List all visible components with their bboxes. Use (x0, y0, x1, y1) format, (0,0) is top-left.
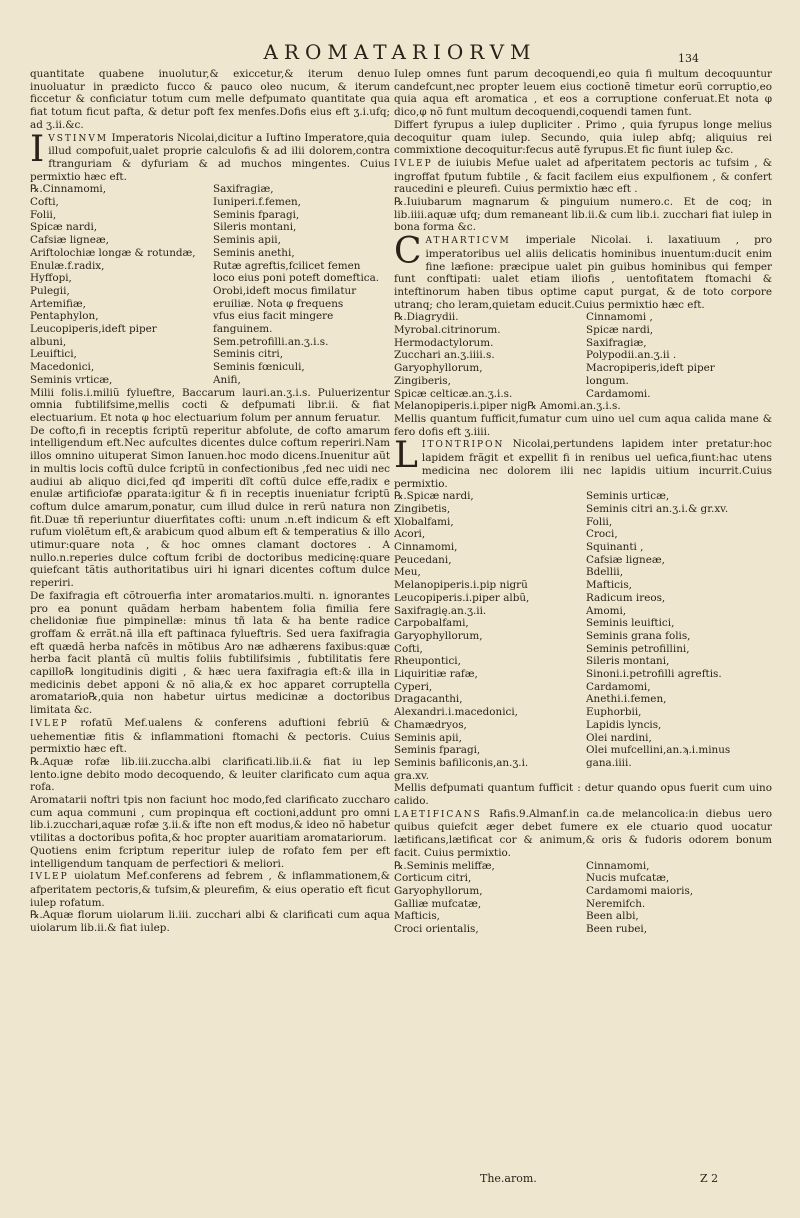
recipe-ingredient: fanguinem. (213, 323, 273, 336)
recipe-ingredient: Pulegii, (30, 284, 70, 297)
paragraph: ℞.Aquæ rofæ lib.iii.zuccha.albi clarificati.lib.ii.& fiat iu lep lento.igne debito modo decoquendo, & leuiter clarificato cum aqua rofa. (30, 755, 390, 794)
paragraph-text: Nicolai,pertundens lapidem inter pretatur:hoc lapidem frãgit et expellit fi in renibus uel uefica,fiunt:hac utens medicina nec dolorem ilii nec lapidis uitium incurrit.Cuius permixtio. (394, 438, 773, 490)
recipe-ingredient: Sem.petrofilli.an.ʒ.i.s. (213, 335, 329, 348)
recipe-ingredient: Saxifragię.an.ʒ.ii. (394, 604, 487, 617)
paragraph-text: de iuiubis Mefue ualet ad afperitatem pectoris ac tufsim , & ingroffat fputum fubtile , & facit facilem eius expulfionem , & confert raucedini e pleurefi. Cuius permixtio hæc eft . (394, 156, 772, 196)
recipe-ingredient: Seminis anethi, (213, 246, 295, 259)
recipe-ingredient: Radicum ireos, (586, 591, 666, 604)
recipe-ingredient: Hermodactylorum. (394, 336, 494, 349)
right-column (394, 68, 772, 936)
recipe-ingredient: Anethi.i.femen, (586, 693, 667, 706)
recipe-ingredient: Mafticis, (394, 910, 440, 923)
recipe-ingredient: Cinnamomi, (586, 859, 650, 872)
initial-letter: L (394, 435, 418, 477)
recipe-ingredient: Sileris montani, (586, 655, 670, 668)
paragraph (30, 870, 390, 909)
recipe-table (30, 183, 390, 386)
recipe-ingredient: loco eius poni poteft domeftica. (213, 272, 380, 285)
recipe-ingredient: Carpobalfami, (394, 617, 469, 630)
recipe-ingredient: Sileris montani, (213, 221, 297, 234)
recipe-ingredient: Xlobalfami, (394, 515, 454, 528)
recipe-ingredient: Alexandri.i.macedonici, (394, 706, 518, 719)
paragraph-text: rofatũ Mef.ualens & conferens aduftioni febriũ & uehementiæ fitis & inflammationi ftomachi & pectoris. Cuius permixtio hæc eft. (30, 716, 390, 756)
paragraph: Mellis quantum fufficit,fumatur cum uino uel cum aqua calida mane & fero dofis eft ʒ.iiii. (394, 412, 772, 438)
recipe-ingredient: Euphorbii, (586, 706, 642, 719)
paragraph (394, 157, 772, 196)
paragraph (394, 808, 772, 860)
recipe-ingredient: Orobi,ideft mocus fimilatur (213, 284, 357, 297)
recipe-ingredient: Meu, (394, 566, 421, 579)
left-column (30, 68, 390, 935)
recipe-ingredient: Been rubei, (586, 923, 648, 936)
recipe-ingredient: Anifi, (213, 373, 241, 386)
recipe-ingredient: Garyophyllorum, (394, 885, 483, 897)
recipe-ingredient: Zucchari an.ʒ.iiii.s. (394, 349, 495, 362)
paragraph (30, 717, 390, 756)
paragraph: Mellis defpumati quantum fufficit : detur quando opus fuerit cum uino calido. (394, 782, 772, 808)
recipe-ingredient: Rutæ agreftis,fcilicet femen (213, 259, 361, 272)
recipe-ingredient: Seminis citri, (213, 348, 284, 361)
recipe-ingredient: Seminis bafiliconis,an.ʒ.i. (394, 756, 529, 769)
small-caps-term: IVLEP (30, 718, 69, 729)
paragraph-text: Rafis.9.Almanf.in ca.de melancolica:in diebus uero quibus quiefcit æger debet fumere ex ele ctuario quod uocatur lætificans,lætificat cor & animum,& oris & fudoris odorem bonum facit. Cuius permixtio. (394, 807, 772, 859)
recipe-ingredient: Saxifragiæ, (213, 183, 274, 196)
recipe-ingredient: vfus eius facit mingere (213, 310, 334, 323)
recipe-ingredient: Spicæ nardi, (586, 324, 654, 337)
recipe-ingredient: Macropiperis,ideft piper (586, 362, 715, 375)
recipe-ingredient: Dragacanthi, (394, 693, 463, 706)
recipe-ingredient: Enulæ.f.radix, (30, 259, 105, 272)
paragraph: ℞.Iuiubarum magnarum & pinguium numero.c. Et de coq; in lib.iiii.aquæ ufq; dum remaneant lib.ii.& cum lib.i. zucchari fiat iulep in bona forma &c. (394, 196, 772, 234)
recipe-ingredient: Chamædryos, (394, 718, 467, 731)
recipe-ingredient: Zingibetis, (394, 502, 451, 515)
recipe-table (394, 860, 772, 936)
recipe-ingredient: Leucopiperis,ideft piper (30, 323, 157, 336)
recipe-table (394, 490, 772, 769)
recipe-ingredient: Hyffopi, (30, 272, 72, 285)
paragraph: gra.xv. (394, 769, 429, 782)
recipe-ingredient: Melanopiperis.i.pip nigrũ (394, 579, 528, 592)
recipe-ingredient: Sinoni.i.petrofilli agreftis. (586, 668, 722, 681)
recipe-ingredient: Rheupontici, (394, 655, 461, 668)
recipe-ingredient: Spicæ nardi, (30, 221, 98, 234)
paragraph: Differt fyrupus a iulep dupliciter . Primo , quia fyrupus longe melius decoquitur quam iulep. Secundo, quia iulep abfq; aliquius rei commixtione decoquitur:fecus autẽ fyrupus.Et fic fiunt iulep &c. (394, 118, 772, 157)
recipe-ingredient: Peucedani, (394, 553, 452, 566)
small-caps-term: LAETIFICANS (394, 809, 482, 820)
recipe-ingredient: longum. (586, 374, 629, 387)
recipe-ingredient: Croci orientalis, (394, 923, 479, 936)
paragraph (394, 231, 772, 311)
paragraph: quantitate quabene inuolutur,& exiccetur,& iterum denuo inuoluatur in prædicto fucco & pauco oleo nucum, & iterum ficcetur & conficiatur totum cum melle defpumato quantitate qua fiat totum ficut pafta, & detur poft fex menfes.Dofis eius eft ʒ.i.ufq; ad ʒ.ii.&c. (30, 68, 390, 131)
paragraph: De cofto,fi in receptis fcriptũ reperitur abfolute, de cofto amarum intelligendum eft.Nec aufcultes dicentes dulce coftum reperiri.Nam illos omnino uituperat Simon Ianuen.hoc modo dicens.Inuenitur aũt in multis locis coftũ dulce fcriptũ in confectionibus ,fed nec uidi nec audiui ab aliquo dici,fed qđ imperiti dĩt coftũ dulce effe,radix e enulæ artificiofæ ρparata:igitur & fi in receptis inueniatur fcriptũ coftum dulce amarum,ponatur, cum illud dulce in rerũ natura non fit.Duæ tñ reperiuntur diuerfitates cofti: unum .n.eft indicum & eft rufum violẽtum eft,& arabicum quod album eft & temperatius & illo utimur:quare nota , & hoc omnes clamant doctores . A nullo.n.reperies dulce coftum fcribi de doctoribus medicinę:quare quiefcant tãtis authoritatibus uiri hi ignari dicentes coftum dulce reperiri. (30, 424, 390, 590)
paragraph-text: Imperatoris Nicolai,dicitur a Iuftino Imperatore,quia illud compofuit,ualet proprie calculofis & ad ilii dolorem,contra ftranguriam & dyfuriam & ad muchos mingentes. Cuius permixtio hæc eft. (30, 131, 390, 183)
recipe-ingredient: Galliæ mufcatæ, (394, 897, 482, 910)
recipe-ingredient: Saxifragiæ, (586, 336, 647, 349)
recipe-ingredient: Cofti, (394, 642, 423, 655)
recipe-ingredient: Folii, (30, 208, 57, 221)
paragraph: Iulep omnes funt parum decoquendi,eo quia fi multum decoquuntur candefcunt,nec propter leuem eius coctionẽ timetur eorũ corruptio,eo quia aqua eft aromatica , et eos a corruptione conferuat.Et nota φ dico,φ nõ funt multum decoquendi,coquendi tamen funt. (394, 68, 772, 119)
recipe-ingredient: Seminis urticæ, (586, 490, 670, 503)
recipe-ingredient: Corticum citri, (394, 872, 472, 885)
small-caps-term: IVLEP (30, 872, 69, 883)
small-caps-term: VSTINVM (48, 133, 109, 144)
recipe-ingredient: Seminis fparagi, (213, 208, 300, 221)
recipe-ingredient: Seminis vrticæ, (30, 373, 113, 386)
recipe-ingredient: Seminis leuiftici, (586, 617, 675, 630)
recipe-ingredient: Olei nardini, (586, 731, 652, 744)
recipe-ingredient: Acori, (394, 528, 426, 541)
signature-mark: Z 2 (700, 1172, 719, 1185)
recipe-ingredient: Squinanti , (586, 541, 644, 554)
recipe-ingredient: Seminis fœniculi, (213, 361, 305, 374)
recipe-ingredient: Cofti, (30, 196, 59, 209)
running-title: AROMATARIORVM (263, 40, 537, 64)
small-caps-term: ATHARTICVM (425, 236, 511, 247)
recipe-ingredient: Garyophyllorum, (394, 629, 483, 642)
recipe-ingredient: Spicæ celticæ.an.ʒ.i.s. (394, 387, 513, 400)
recipe-ingredient: ℞.Spicæ nardi, (394, 490, 474, 503)
paragraph: Milii folis.i.miliũ fylueftre, Baccarum lauri.an.ʒ.i.s. Puluerizentur omnia fubtilifsime,mellis cocti & defpumati libr.ii. & fiat electuarium. Et nota φ hoc electuarium folum per annum feruatur. (30, 386, 390, 424)
recipe-ingredient: Leuiftici, (30, 348, 77, 361)
recipe-ingredient: Cinnamomi , (586, 311, 653, 324)
recipe-ingredient: Nucis mufcatæ, (586, 872, 670, 885)
initial-letter: C (394, 231, 422, 273)
recipe-ingredient: Iuniperi.f.femen, (213, 196, 301, 209)
recipe-ingredient: Seminis citri an.ʒ.i.& gr.xv. (586, 502, 729, 515)
recipe-ingredient: Cardamomi, (586, 680, 651, 693)
recipe-ingredient: Neremifch. (586, 897, 646, 910)
recipe-ingredient: Leucopiperis.i.piper albũ, (394, 591, 530, 604)
recipe-ingredient: Ariftolochiæ longæ & rotundæ, (30, 246, 196, 259)
paragraph: ℞.Aquæ florum uiolarum li.iii. zucchari albi & clarificati cum aqua uiolarum lib.ii.& fiat iulep. (30, 909, 390, 935)
recipe-ingredient: eruiliæ. Nota φ frequens (213, 297, 344, 310)
recipe-ingredient: Cafsiæ ligneæ, (586, 553, 665, 566)
recipe-ingredient: Seminis apii, (394, 731, 462, 744)
recipe-ingredient: Pentaphylon, (30, 310, 99, 323)
recipe-ingredient: Artemifiæ, (30, 297, 86, 310)
recipe-ingredient: Cafsiæ ligneæ, (30, 234, 109, 247)
paragraph: Melanopiperis.i.piper nig℞ Amomi.an.ʒ.i.s. (394, 400, 621, 413)
recipe-ingredient: Cinnamomi, (394, 541, 458, 554)
recipe-ingredient: Lapidis lyncis, (586, 718, 662, 731)
recipe-ingredient: Croci, (586, 528, 618, 541)
recipe-ingredient: Seminis fparagi, (394, 744, 481, 757)
small-caps-term: ITONTRIPON (421, 440, 505, 451)
recipe-table (394, 311, 772, 400)
recipe-ingredient: Macedonici, (30, 361, 95, 374)
recipe-ingredient: Liquiritiæ rafæ, (394, 668, 478, 681)
recipe-ingredient: Folii, (586, 515, 613, 528)
recipe-ingredient: Cardamomi maioris, (586, 885, 694, 897)
paragraph-text: imperiale Nicolai. i. laxatiuum , pro imperatoribus uel aliis delicatis hominibus inuentum:ducit enim fine læfione: præcipue ualet pin guibus hominibus qui femper funt conftipati: ualet etiam iliofis , uentofitatem ftomachi & inteftinorum haben tibus optime caput purgat, & de toto corpore utranq; cho leram,quietam educit.Cuius permixtio hæc eft. (394, 234, 772, 311)
recipe-ingredient: albuni, (30, 335, 67, 348)
paragraph (394, 435, 773, 490)
paragraph: De faxifragia eft cõtrouerfia inter aromatarios.multi. n. ignorantes pro ea ponunt quãdam herbam habentem folia fimilia fere chelidoniæ fiue pimpinellæ: minus tñ lata & ha bente radice groffam & errãt.nã illa eft paftinaca fylueftris. Sed uera faxifragia eft quædã herba nafcẽs in mõtibus Aro næ adhærens faxibus:quæ herba facit plantã cũ multis foliis fubtilifsimis , fubtilitatis fere capillo℞ longitudinis digiti , & hæc uera faxifragia eft:& illa in medicinis debet apponi & nõ alia,& ex hoc apparet corruptella aromatario℞,quia non habetur uirtus medicinæ a doctoribus limitata &c. (30, 589, 390, 717)
recipe-ingredient: Garyophyllorum, (394, 362, 483, 375)
recipe-ingredient: Amomi, (586, 604, 627, 617)
folio-number: 134 (678, 52, 699, 65)
recipe-ingredient: Cyperi, (394, 680, 433, 693)
initial-letter: I (30, 128, 45, 170)
recipe-ingredient: Polypodii.an.ʒ.ii . (586, 349, 677, 362)
recipe-ingredient: Mafticis, (586, 579, 632, 592)
recipe-ingredient: ℞.Diagrydii. (394, 311, 459, 324)
recipe-ingredient: Olei mufcellini,an.ϡ.i.minus (586, 744, 731, 757)
recipe-ingredient: Seminis petrofillini, (586, 642, 690, 655)
recipe-ingredient: Been albi, (586, 910, 639, 923)
recipe-ingredient: Bdellii, (586, 566, 624, 579)
recipe-ingredient: Cardamomi. (586, 387, 651, 400)
recipe-ingredient: gana.iiii. (586, 756, 632, 769)
small-caps-term: IVLEP (394, 158, 433, 169)
recipe-ingredient: Seminis grana folis, (586, 629, 691, 642)
recipe-ingredient: Seminis apii, (213, 234, 281, 247)
recipe-ingredient: Zingiberis, (394, 374, 451, 387)
paragraph: Quotiens enim fcriptum reperitur iulep de rofato fem per eft intelligendum tanquam de perfectiori & meliori. (30, 844, 390, 870)
catchword: The.arom. (480, 1172, 537, 1185)
recipe-ingredient: ℞.Seminis meliffæ, (394, 859, 495, 872)
recipe-ingredient: ℞.Cinnamomi, (30, 183, 107, 196)
paragraph (30, 128, 390, 184)
paragraph-text: uiolatum Mef.conferens ad febrem , & inflammationem,& afperitatem pectoris,& tufsim,& pleurefim, & eius operatio eft ficut iulep rofatum. (30, 870, 390, 909)
paragraph: Aromatarii noftri tpis non faciunt hoc modo,fed clarificato zuccharo cum aqua communi , cum propinqua eft coctioni,addunt pro omni lib.i.zucchari,aquæ rofæ ʒ.ii.& ifte non eft modus,& ideo nõ habetur vtilitas a doctoribus pofita,& hoc propter auaritiam aromatariorum. (30, 794, 390, 845)
recipe-ingredient: Myrobal.citrinorum. (394, 324, 501, 337)
